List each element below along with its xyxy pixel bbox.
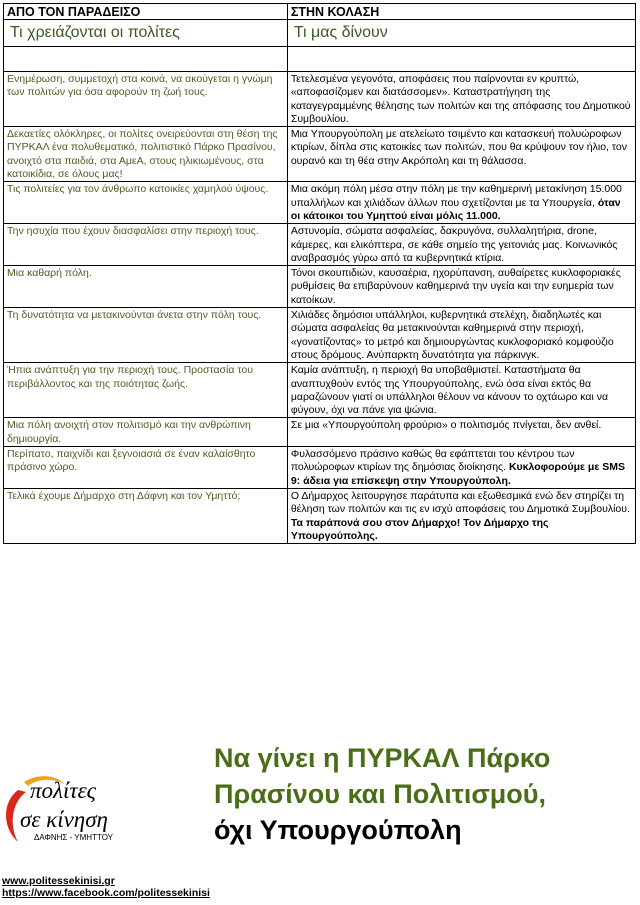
table-row <box>4 447 636 489</box>
reality-text: Μια Υπουργούπολη με ατελείωτο τσιμέντο και κατασκευή πολυώροφων κτιρίων, δίπλα στις κατοικίες των πολιτών, που θα κρύψουν τον ήλιο, τον ουρανό και τη θέα στην Ακρόπολη και τη θάλασσα. <box>290 128 627 167</box>
table-row <box>4 224 636 266</box>
reality-cell <box>287 488 635 543</box>
table-row <box>4 308 636 363</box>
table-header-row <box>4 4 636 20</box>
website-link[interactable]: www.politessekinisi.gr <box>2 875 115 887</box>
reality-bold-text: όταν οι κάτοικοι του Υμηττού είναι μόλις 11.000. <box>290 196 621 222</box>
need-cell: Μια πόλη ανοιχτή στον πολιτισμό και την ανθρώπινη δημιουργία. <box>4 418 288 447</box>
slogan-line2: Πρασίνου και Πολιτισμού, <box>214 779 547 809</box>
reality-bold-text: Κυκλοφορούμε με SMS 9: άδεια για επίσκεψη στην Υπουργούπολη. <box>290 461 625 487</box>
header-right: ΣΤΗΝ ΚΟΛΑΣΗ <box>287 4 635 20</box>
reality-cell <box>287 418 635 447</box>
slogan-line3: όχι Υπουργούπολη <box>214 815 462 845</box>
need-cell: Τις πολιτείες για τον άνθρωπο κατοικίες χαμηλού ύψους. <box>4 182 288 224</box>
reality-text: Αστυνομία, σώματα ασφαλείας, δακρυγόνα, συλλαλητήρια, drone, κάμερες, και ελικόπτερα, σε κάθε σημείο της γειτονιάς μας. Κοινωνικός αναβρασμός γύρω από τα κυβερνητικά κτίρια. <box>290 225 618 264</box>
need-cell: Την ησυχία που έχουν διασφαλίσει στην περιοχή τους. <box>4 224 288 266</box>
table-row <box>4 266 636 308</box>
reality-text: Σε μια «Υπουργούπολη φρούριο» ο πολιτισμός πνίγεται, δεν ανθεί. <box>290 419 602 432</box>
comparison-table <box>3 3 636 544</box>
logo-text-line1: πολίτες <box>30 778 97 803</box>
reality-cell <box>287 363 635 418</box>
facebook-link[interactable]: https://www.facebook.com/politessekinisi <box>2 887 210 899</box>
table-spacer-row <box>4 47 636 72</box>
slogan-line1: Να γίνει η ΠΥΡΚΑΛ Πάρκο <box>214 743 551 773</box>
logo-text-line3: ΔΑΦΝΗΣ - ΥΜΗΤΤΟΥ <box>34 833 114 842</box>
reality-text: Τόνοι σκουπιδιών, καυσαέρια, ηχορύπανση, αυθαίρετες κυκλοφοριακές ρυθμίσεις θα επιβαρύνουν καθημερινά την υγεία και την ευημερία των κατοίκων. <box>290 267 621 306</box>
need-cell: Περίπατο, παιχνίδι και ξεγνοιασιά σε έναν καλαίσθητο πράσινο χώρο. <box>4 447 288 489</box>
need-cell: Τη δυνατότητα να μετακινούνται άνετα στην πόλη τους. <box>4 308 288 363</box>
table-row <box>4 127 636 182</box>
table-body <box>4 72 636 544</box>
reality-bold-text: Τα παράπονά σου στον Δήμαρχο! Τον Δήμαρχο της Υπουργούπολης. <box>290 516 549 542</box>
reality-text: Μια ακόμη πόλη μέσα στην πόλη με την καθημερινή μετακίνηση 15.000 υπαλλήλων και χιλιάδων άλλων που σχετίζονται με τα Υπουργεία, <box>290 183 622 209</box>
table-subheader-row <box>4 20 636 47</box>
need-cell: Τελικά έχουμε Δήμαρχο στη Δάφνη και τον Υμηττό; <box>4 488 288 543</box>
reality-text: Καμία ανάπτυξη, η περιοχή θα υποβαθμιστεί. Καταστήματα θα αναπτυχθούν εντός της Υπουργούπολης, ενώ όσα είναι εκτός θα μαραζώνουν γιατί οι υπάλληλοι θέλουν να κάνουν το οχτάωρο και να φύγουν, όχι να πάνε για ψώνια. <box>290 364 609 417</box>
table-row <box>4 363 636 418</box>
reality-text: Φυλασσόμενο πράσινο καθώς θα εφάπτεται του κέντρου των πολυώροφων κτιρίων της δημόσιας διοίκησης. <box>290 448 575 474</box>
reality-cell <box>287 224 635 266</box>
footer-links <box>2 875 210 899</box>
table-row <box>4 488 636 543</box>
subheader-right: Τι μας δίνουν <box>287 20 635 47</box>
table-row <box>4 418 636 447</box>
subheader-left: Τι χρειάζονται οι πολίτες <box>4 20 288 47</box>
reality-cell <box>287 182 635 224</box>
header-left: ΑΠΟ ΤΟΝ ΠΑΡΑΔΕΙΣΟ <box>4 4 288 20</box>
politessekinisi-logo <box>0 770 160 875</box>
reality-text: Ο Δήμαρχος λειτουργησε παράτυπα και εξωθεσμικά ενώ δεν στηρίζει τη θέληση των πολιτών και τις εν ισχύ αποφάσεις του Δημοτικά Συμβουλίου. <box>290 489 630 516</box>
table-row <box>4 72 636 127</box>
reality-cell <box>287 447 635 489</box>
reality-text: Χιλιάδες δημόσιοι υπάλληλοι, κυβερνητικά στελέχη, διαδηλωτές και σώματα ασφαλείας θα μετακινούνται καθημερινά στην περιοχή, «γονατίζοντας» το μετρό και δημιουργώντας κυκλοφοριακό κομφούζιο στους δρόμους. Ανύπαρκτη δυνατότητα για πάρκινγκ. <box>290 309 614 361</box>
need-cell: Δεκαετίες ολόκληρες, οι πολίτες ονειρεύονται στη θέση της ΠΥΡΚΑΛ ένα πολυθεματικό, πολιτιστικό Πάρκο Πρασίνου, ανοιχτό στα παιδιά, στα ΑμεΑ, στους ηλικιωμένους, στα κατοικίδια, σε όλους μας! <box>4 127 288 182</box>
reality-cell <box>287 127 635 182</box>
reality-cell <box>287 72 635 127</box>
need-cell: Μια καθαρή πόλη. <box>4 266 288 308</box>
reality-text: Τετελεσμένα γεγονότα, αποφάσεις που παίρνονται εν κρυπτώ, «αποφασίζομεν και διατάσσομεν». Καταστρατήγηση της καταγεγραμμένης θέλησης των πολιτών και της απόφασης του Δημοτικού Συμβουλίου. <box>290 73 631 125</box>
need-cell: Ενημέρωση, συμμετοχή στα κοινά, να ακούγεται η γνώμη των πολιτών για όσα αφορούν τη ζωή τους. <box>4 72 288 127</box>
slogan <box>214 740 550 848</box>
reality-cell <box>287 266 635 308</box>
need-cell: Ήπια ανάπτυξη για την περιοχή τους. Προστασία του περιβάλλοντος και της ποιότητας ζωής. <box>4 363 288 418</box>
reality-cell <box>287 308 635 363</box>
table-row <box>4 182 636 224</box>
logo-text-line2: σε κίνηση <box>20 807 108 832</box>
